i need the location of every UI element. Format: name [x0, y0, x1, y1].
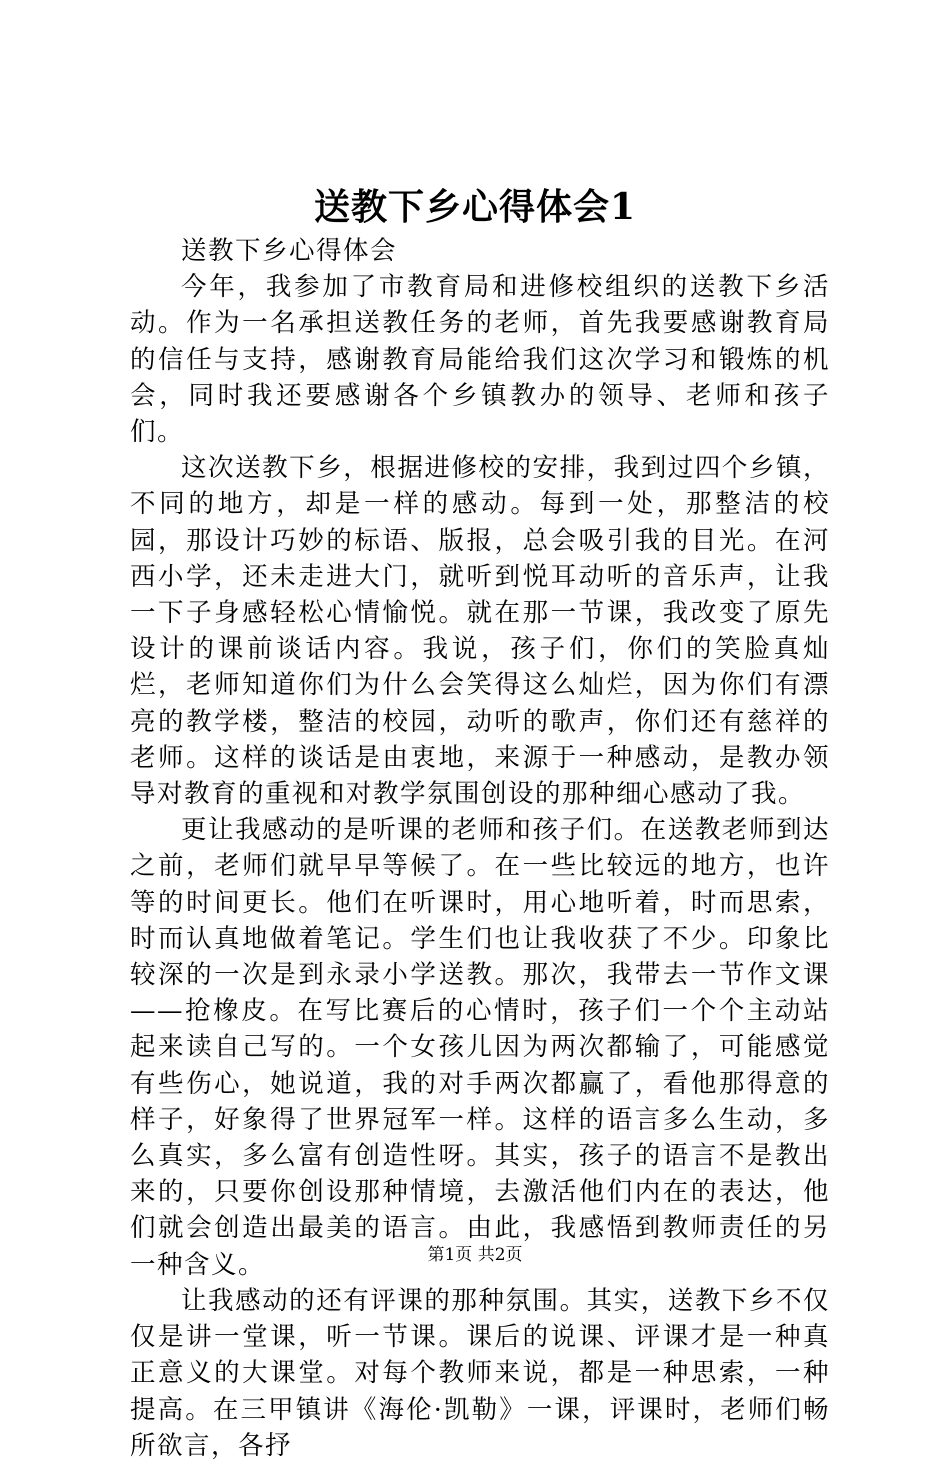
- page-number-footer: 第1页 共2页: [427, 1245, 523, 1265]
- body-paragraph: 这次送教下乡，根据进修校的安排，我到过四个乡镇，不同的地方，却是一样的感动。每到一处，那整洁的校园，那设计巧妙的标语、版报，总会吸引我的目光。在河西小学，还未走进大门，就听到悦耳动听的音乐声，让我一下子身感轻松心情愉悦。就在那一节课，我改变了原先设计的课前谈话内容。我说，孩子们，你们的笑脸真灿烂，老师知道你们为什么会笑得这么灿烂，因为你们有漂亮的教学楼，整洁的校园，动听的歌声，你们还有慈祥的老师。这样的谈话是由衷地，来源于一种感动，是教办领导对教育的重视和对教学氛围创设的那种细心感动了我。: [130, 453, 830, 810]
- body-paragraph: 更让我感动的是听课的老师和孩子们。在送教老师到达之前，老师们就早早等候了。在一些比较远的地方，也许等的时间更长。他们在听课时，用心地听着，时而思索，时而认真地做着笔记。学生们也让我收获了不少。印象比较深的一次是到永录小学送教。那次，我带去一节作文课——抢橡皮。在写比赛后的心情时，孩子们一个个主动站起来读自己写的。一个女孩儿因为两次都输了，可能感觉有些伤心，她说道，我的对手两次都赢了，看他那得意的样子，好象得了世界冠军一样。这样的语言多么生动，多么真实，多么富有创造性呀。其实，孩子的语言不是教出来的，只要你创设那种情境，去激活他们内在的表达，他们就会创造出最美的语言。由此，我感悟到教师责任的另一种含义。: [130, 815, 830, 1280]
- subtitle-paragraph: 送教下乡心得体会: [181, 236, 398, 266]
- document-title: 送教下乡心得体会1: [313, 186, 637, 228]
- body-paragraph: 让我感动的还有评课的那种氛围。其实，送教下乡不仅仅是讲一堂课，听一节课。课后的说课、评课才是一种真正意义的大课堂。对每个教师来说，都是一种思索，一种提高。在三甲镇讲《海伦·凯勒》一课，评课时，老师们畅所欲言，各抒: [130, 1285, 830, 1461]
- body-paragraph: 今年，我参加了市教育局和进修校组织的送教下乡活动。作为一名承担送教任务的老师，首先我要感谢教育局的信任与支持，感谢教育局能给我们这次学习和锻炼的机会，同时我还要感谢各个乡镇教办的领导、老师和孩子们。: [130, 272, 830, 448]
- document-body: [130, 233, 830, 1464]
